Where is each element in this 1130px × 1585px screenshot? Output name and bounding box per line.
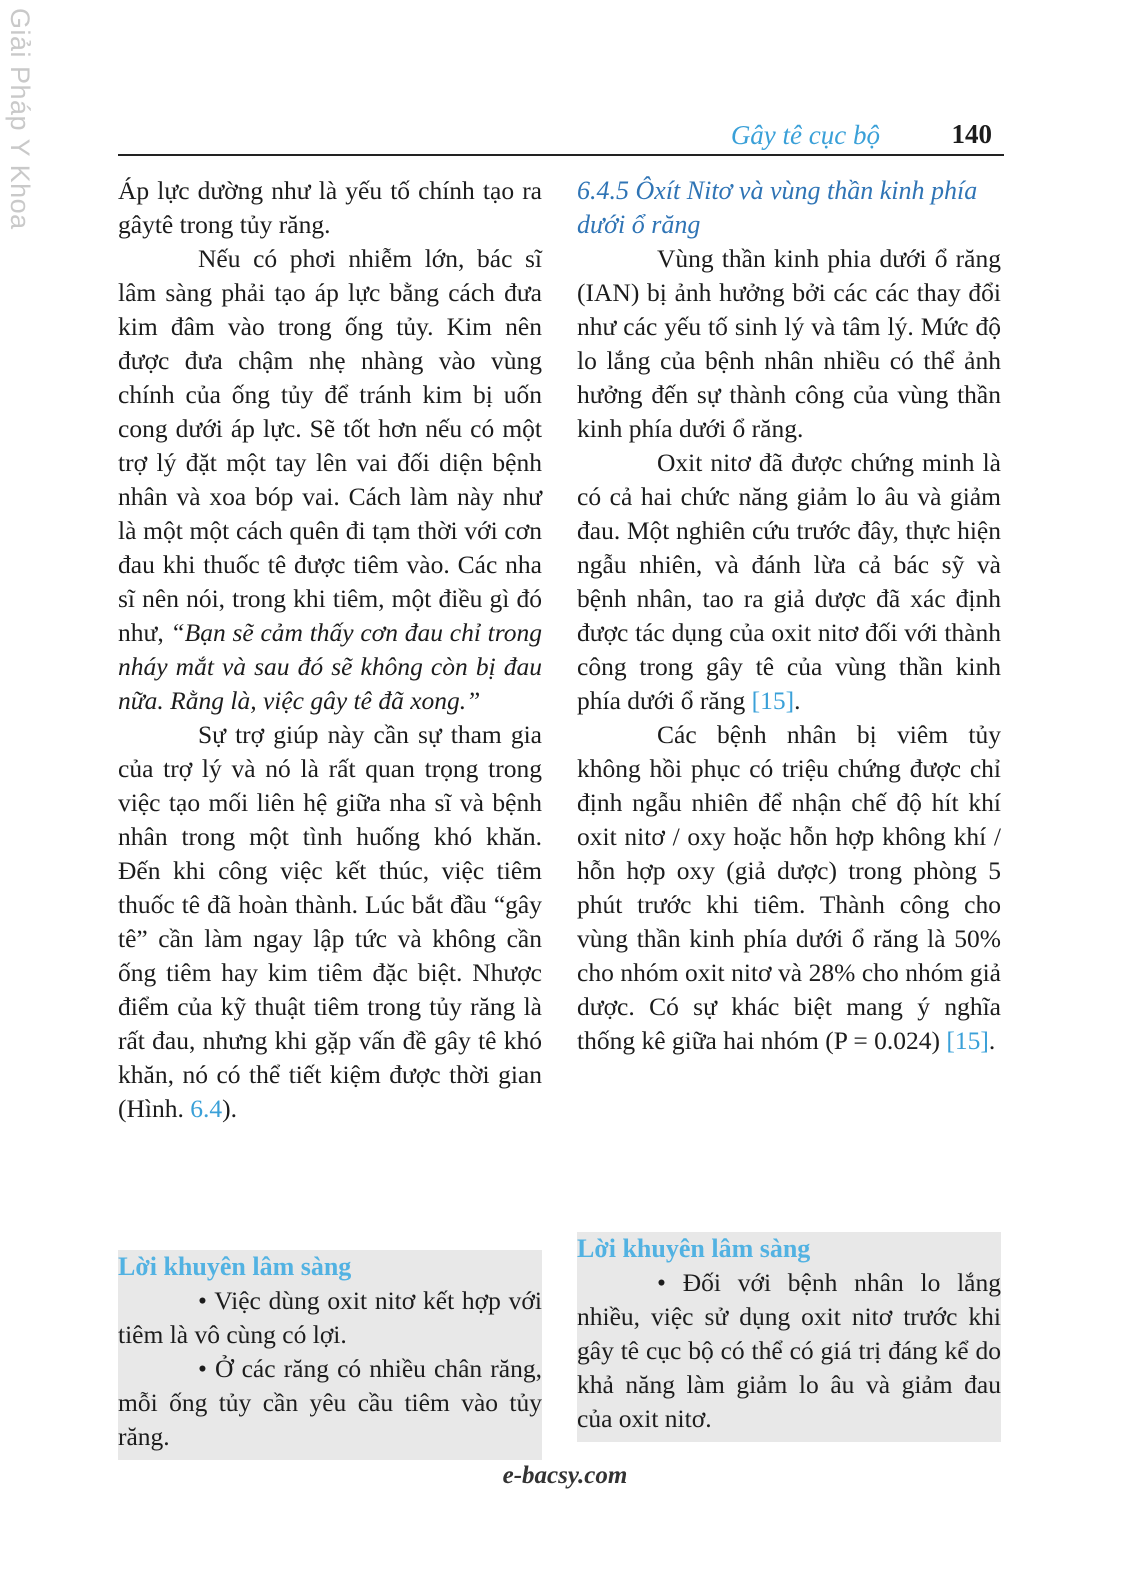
paragraph bbox=[118, 718, 542, 1126]
paragraph-text: Các bệnh nhân bị viêm tủy không hồi phục có triệu chứng được chỉ định ngẫu nhiên để nhận chế độ hít khí oxit nitơ / oxy hoặc hỗn hợp không khí / hỗn hợp oxy (giả dược) trong phòng 5 phút trước khi tiêm. Thành công cho vùng thần kinh phía dưới ổ răng là 50% cho nhóm oxit nitơ và 28% cho nhóm giả dược. Có sự khác biệt mang ý nghĩa thống kê giữa hai nhóm (P = 0.024) bbox=[577, 720, 1001, 1055]
tip-item: • Đối với bệnh nhân lo lắng nhiều, việc sử dụng oxit nitơ trước khi gây tê cục bộ có thể có giá trị đáng kể do khả năng làm giảm lo âu và giảm đau của oxit nitơ. bbox=[577, 1268, 1001, 1433]
left-column bbox=[118, 174, 542, 1126]
figure-link[interactable]: 6.4 bbox=[190, 1094, 223, 1123]
side-watermark: Giải Pháp Y Khoa bbox=[5, 8, 35, 230]
tip-title: Lời khuyên lâm sàng bbox=[118, 1252, 352, 1281]
chapter-title: Gây tê cục bộ bbox=[730, 120, 880, 150]
clinical-tip-box bbox=[118, 1250, 542, 1460]
citation-link[interactable]: [15] bbox=[946, 1026, 989, 1055]
running-header bbox=[118, 118, 1004, 156]
tip-item: • Việc dùng oxit nitơ kết hợp với tiêm là vô cùng có lợi. bbox=[118, 1286, 542, 1349]
paragraph-text-end: . bbox=[988, 1026, 996, 1055]
paragraph-text-end: ). bbox=[222, 1094, 237, 1123]
tip-item: • Ở các răng có nhiều chân răng, mỗi ống tủy cần yêu cầu tiêm vào tủy răng. bbox=[118, 1354, 542, 1451]
citation-link[interactable]: [15] bbox=[751, 686, 795, 715]
paragraph-text-end: . bbox=[794, 686, 801, 715]
clinical-tip-box bbox=[577, 1232, 1001, 1442]
paragraph bbox=[577, 446, 1001, 718]
footer-site: e-bacsy.com bbox=[502, 1462, 628, 1489]
section-title: 6.4.5 Ôxít Nitơ và vùng thần kinh phía dưới ổ răng bbox=[577, 176, 978, 239]
quote-text: “Bạn sẽ cảm thấy cơn đau chỉ trong nháy mắt và sau đó sẽ không còn bị đau nữa. Rằng là, việc gây tê đã xong.” bbox=[118, 618, 542, 715]
paragraph bbox=[577, 718, 1001, 1058]
right-column bbox=[577, 174, 1001, 1058]
tip-title: Lời khuyên lâm sàng bbox=[577, 1234, 811, 1263]
paragraph-text: Nếu có phơi nhiễm lớn, bác sĩ lâm sàng phải tạo áp lực bằng cách đưa kim đâm vào trong ống tủy. Kim nên được đưa chậm nhẹ nhàng vào vùng chính của ống tủy để tránh kim bị uốn cong dưới áp lực. Sẽ tốt hơn nếu có một trợ lý đặt một tay lên vai đối diện bệnh nhân và xoa bóp vai. Cách làm này như là một một cách quên đi tạm thời với cơn đau khi thuốc tê được tiêm vào. Các nha sĩ nên nói, trong khi tiêm, một điều gì đó như, bbox=[118, 244, 542, 647]
paragraph bbox=[118, 242, 542, 718]
paragraph-text: Sự trợ giúp này cần sự tham gia của trợ lý và nó là rất quan trọng trong việc tạo mối liên hệ giữa nha sĩ và bệnh nhân trong một tình huống khó khăn. Đến khi công việc kết thúc, việc tiêm thuốc tê đã hoàn thành. Lúc bắt đầu “gây tê” cần làm ngay lập tức và không cần ống tiêm hay kim tiêm đặc biệt. Nhược điểm của kỹ thuật tiêm trong tủy răng là rất đau, nhưng khi gặp vấn đề gây tê khó khăn, nó có thể tiết kiệm được thời gian (Hình. bbox=[118, 720, 542, 1123]
paragraph: Áp lực dường như là yếu tố chính tạo ra gâytê trong tủy răng. bbox=[118, 176, 542, 239]
page-number: 140 bbox=[951, 119, 992, 149]
paragraph-text: Oxit nitơ đã được chứng minh là có cả hai chức năng giảm lo âu và giảm đau. Một nghiên cứu trước đây, thực hiện ngẫu nhiên, và đánh lừa cả bác sỹ và bệnh nhân, tao ra giả dược đã xác định được tác dụng của oxit nitơ đối với thành công trong gây tê của vùng thần kinh phía dưới ổ răng bbox=[577, 448, 1001, 715]
paragraph: Vùng thần kinh phia dưới ổ răng (IAN) bị ảnh hưởng bởi các các thay đổi như các yếu tố sinh lý và tâm lý. Mức độ lo lắng của bệnh nhân nhiều có thể ảnh hưởng đến sự thành công của vùng thần kinh phía dưới ổ răng. bbox=[577, 244, 1001, 443]
